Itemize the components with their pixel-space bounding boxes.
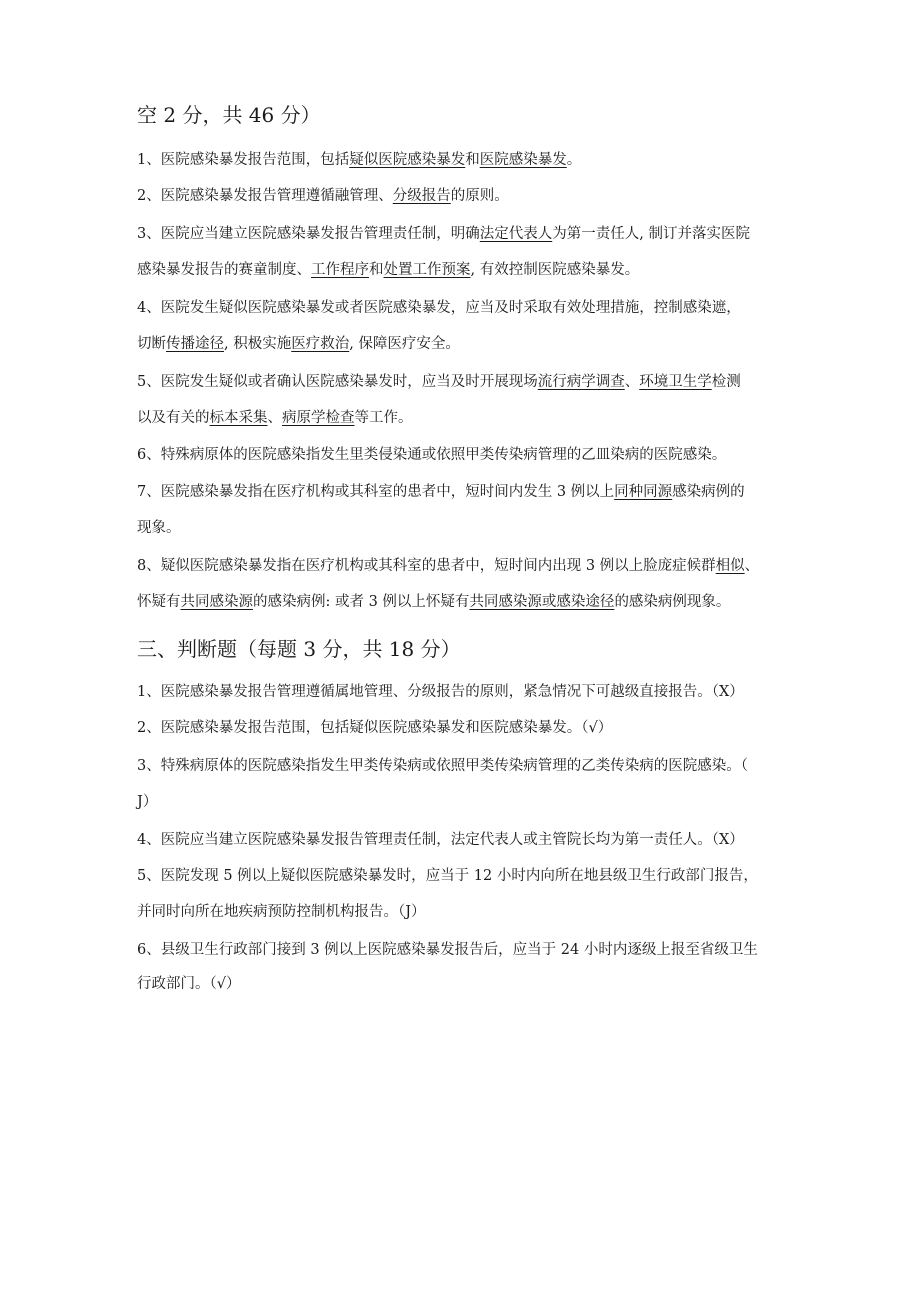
judge-item-3-line-2: J） bbox=[137, 794, 158, 810]
section-heading-judgment: 三、判断题（每题 3 分，共 18 分） bbox=[137, 637, 461, 661]
fill-item-3-line-1: 3、医院应当建立医院感染暴发报告管理责任制，明确法定代表人为第一责任人, 制订并落实医院 bbox=[137, 226, 750, 242]
fill-item-1: 1、医院感染暴发报告范围，包括疑似医院感染暴发和医院感染暴发。 bbox=[137, 152, 582, 168]
fill-item-7-line-1: 7、医院感染暴发指在医疗机构或其科室的患者中，短时间内发生 3 例以上同种同源感染病例的 bbox=[137, 484, 745, 500]
fill-item-8-line-1: 8、疑似医院感染暴发指在医疗机构或其科室的患者中，短时间内出现 3 例以上脸庞症候群相似、 bbox=[137, 558, 760, 574]
fill-item-7-line-2: 现象。 bbox=[137, 520, 181, 536]
fill-item-4-line-2: 切断传播途径, 积极实施医疗救治, 保障医疗安全。 bbox=[137, 336, 460, 352]
judge-item-5-line-2: 并同时向所在地疾病预防控制机构报告。（J） bbox=[137, 904, 426, 920]
judge-item-3-line-1: 3、特殊病原体的医院感染指发生甲类传染病或依照甲类传染病管理的乙类传染病的医院感染。（ bbox=[137, 758, 748, 774]
fill-item-8-line-2: 怀疑有共同感染源的感染病例: 或者 3 例以上怀疑有共同感染源或感染途径的感染病例现象。 bbox=[137, 594, 731, 610]
judge-item-6-line-1: 6、县级卫生行政部门接到 3 例以上医院感染暴发报告后，应当于 24 小时内逐级上报至省级卫生 bbox=[137, 942, 758, 958]
fill-item-6: 6、特殊病原体的医院感染指发生里类侵染通或依照甲类传染病管理的乙皿染病的医院感染。 bbox=[137, 447, 727, 463]
judge-item-2: 2、医院感染暴发报告范围，包括疑似医院感染暴发和医院感染暴发。（√） bbox=[137, 720, 613, 736]
judge-item-5-line-1: 5、医院发现 5 例以上疑似医院感染暴发时，应当于 12 小时内向所在地县级卫生行政部门报告， bbox=[137, 868, 758, 884]
fill-item-5-line-1: 5、医院发生疑似或者确认医院感染暴发时，应当及时开展现场流行病学调查、环境卫生学检测 bbox=[137, 374, 741, 390]
fill-item-4-line-1: 4、医院发生疑似医院感染暴发或者医院感染暴发，应当及时采取有效处理措施，控制感染遮， bbox=[137, 300, 741, 316]
judge-item-4: 4、医院应当建立医院感染暴发报告管理责任制，法定代表人或主管院长均为第一责任人。（X） bbox=[137, 832, 744, 848]
section-heading-fill: 空 2 分，共 46 分） bbox=[137, 103, 321, 127]
fill-item-3-line-2: 感染暴发报告的赛童制度、工作程序和处置工作预案, 有效控制医院感染暴发。 bbox=[137, 262, 640, 278]
judge-item-6-line-2: 行政部门。（√） bbox=[137, 976, 241, 992]
fill-item-5-line-2: 以及有关的标本采集、病原学检查等工作。 bbox=[137, 410, 413, 426]
judge-item-1: 1、医院感染暴发报告管理遵循属地管理、分级报告的原则，紧急情况下可越级直接报告。（X） bbox=[137, 684, 744, 700]
fill-item-2: 2、医院感染暴发报告管理遵循融管理、分级报告的原则。 bbox=[137, 188, 509, 204]
